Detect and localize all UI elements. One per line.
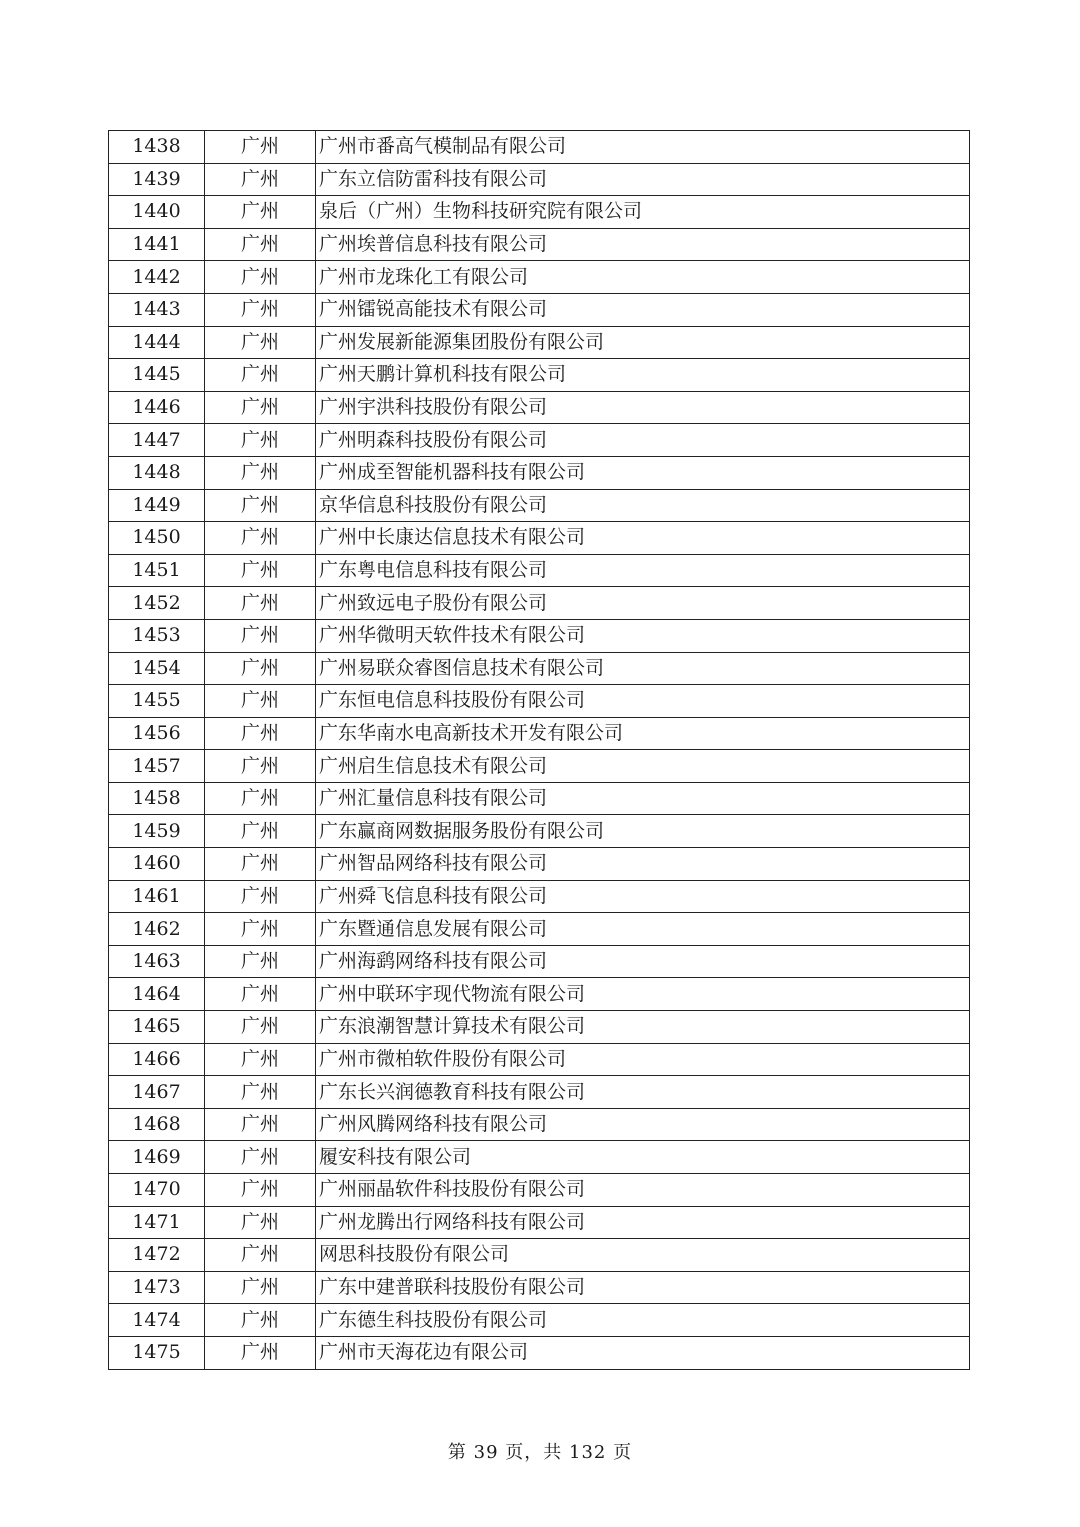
row-company-name: 广州明森科技股份有限公司: [316, 424, 970, 457]
row-number: 1453: [109, 619, 205, 652]
row-company-name: 广州镭锐高能技术有限公司: [316, 293, 970, 326]
row-number: 1447: [109, 424, 205, 457]
table-row: [109, 228, 970, 261]
table-row: [109, 913, 970, 946]
table-body: [109, 131, 970, 1370]
table-row: [109, 1304, 970, 1337]
table-row: [109, 1076, 970, 1109]
row-city: 广州: [205, 750, 316, 783]
table-row: [109, 359, 970, 392]
table-row: [109, 1206, 970, 1239]
table-row: [109, 717, 970, 750]
table-row: [109, 1141, 970, 1174]
row-city: 广州: [205, 326, 316, 359]
row-city: 广州: [205, 1076, 316, 1109]
row-company-name: 广州埃普信息科技有限公司: [316, 228, 970, 261]
row-city: 广州: [205, 522, 316, 555]
row-company-name: 广州风腾网络科技有限公司: [316, 1108, 970, 1141]
row-city: 广州: [205, 782, 316, 815]
row-company-name: 广东中建普联科技股份有限公司: [316, 1271, 970, 1304]
row-number: 1450: [109, 522, 205, 555]
row-company-name: 广东华南水电高新技术开发有限公司: [316, 717, 970, 750]
page-footer: 第 39 页，共 132 页: [447, 1442, 633, 1463]
row-city: 广州: [205, 163, 316, 196]
row-city: 广州: [205, 619, 316, 652]
row-city: 广州: [205, 717, 316, 750]
row-city: 广州: [205, 1011, 316, 1044]
row-number: 1472: [109, 1239, 205, 1272]
row-city: 广州: [205, 945, 316, 978]
row-company-name: 广州市微柏软件股份有限公司: [316, 1043, 970, 1076]
row-city: 广州: [205, 554, 316, 587]
table-row: [109, 945, 970, 978]
row-city: 广州: [205, 424, 316, 457]
row-number: 1443: [109, 293, 205, 326]
row-company-name: 广州舜飞信息科技有限公司: [316, 880, 970, 913]
table-row: [109, 1108, 970, 1141]
table-row: [109, 131, 970, 164]
table-row: [109, 489, 970, 522]
row-company-name: 广州市番高气模制品有限公司: [316, 131, 970, 164]
row-city: 广州: [205, 880, 316, 913]
row-city: 广州: [205, 1271, 316, 1304]
table-row: [109, 1011, 970, 1044]
row-city: 广州: [205, 1141, 316, 1174]
row-number: 1446: [109, 391, 205, 424]
table-row: [109, 652, 970, 685]
row-number: 1462: [109, 913, 205, 946]
row-company-name: 广东暨通信息发展有限公司: [316, 913, 970, 946]
table-row: [109, 196, 970, 229]
row-number: 1474: [109, 1304, 205, 1337]
row-number: 1448: [109, 456, 205, 489]
row-number: 1459: [109, 815, 205, 848]
row-company-name: 广州海鹞网络科技有限公司: [316, 945, 970, 978]
row-company-name: 广东立信防雷科技有限公司: [316, 163, 970, 196]
row-number: 1455: [109, 685, 205, 718]
row-company-name: 广东德生科技股份有限公司: [316, 1304, 970, 1337]
row-number: 1457: [109, 750, 205, 783]
row-company-name: 广东长兴润德教育科技有限公司: [316, 1076, 970, 1109]
row-number: 1444: [109, 326, 205, 359]
table-row: [109, 782, 970, 815]
table-row: [109, 1271, 970, 1304]
row-number: 1463: [109, 945, 205, 978]
row-company-name: 广东浪潮智慧计算技术有限公司: [316, 1011, 970, 1044]
row-company-name: 广州华微明天软件技术有限公司: [316, 619, 970, 652]
row-number: 1468: [109, 1108, 205, 1141]
row-city: 广州: [205, 913, 316, 946]
table-row: [109, 1043, 970, 1076]
table-row: [109, 1239, 970, 1272]
row-city: 广州: [205, 131, 316, 164]
row-number: 1469: [109, 1141, 205, 1174]
table-row: [109, 163, 970, 196]
row-company-name: 广东粤电信息科技有限公司: [316, 554, 970, 587]
table-row: [109, 424, 970, 457]
row-number: 1441: [109, 228, 205, 261]
row-company-name: 广东恒电信息科技股份有限公司: [316, 685, 970, 718]
table-row: [109, 456, 970, 489]
row-number: 1471: [109, 1206, 205, 1239]
row-number: 1445: [109, 359, 205, 392]
row-number: 1458: [109, 782, 205, 815]
row-company-name: 广州中长康达信息技术有限公司: [316, 522, 970, 555]
row-city: 广州: [205, 456, 316, 489]
row-company-name: 广州宇洪科技股份有限公司: [316, 391, 970, 424]
row-company-name: 京华信息科技股份有限公司: [316, 489, 970, 522]
row-company-name: 履安科技有限公司: [316, 1141, 970, 1174]
row-number: 1454: [109, 652, 205, 685]
row-city: 广州: [205, 1174, 316, 1207]
row-city: 广州: [205, 587, 316, 620]
row-company-name: 广州启生信息技术有限公司: [316, 750, 970, 783]
row-number: 1456: [109, 717, 205, 750]
row-number: 1470: [109, 1174, 205, 1207]
row-city: 广州: [205, 1239, 316, 1272]
row-city: 广州: [205, 1304, 316, 1337]
table-row: [109, 391, 970, 424]
row-city: 广州: [205, 1206, 316, 1239]
row-number: 1451: [109, 554, 205, 587]
row-company-name: 网思科技股份有限公司: [316, 1239, 970, 1272]
row-number: 1466: [109, 1043, 205, 1076]
row-company-name: 广州丽晶软件科技股份有限公司: [316, 1174, 970, 1207]
row-city: 广州: [205, 685, 316, 718]
row-company-name: 广州易联众睿图信息技术有限公司: [316, 652, 970, 685]
row-company-name: 广州中联环宇现代物流有限公司: [316, 978, 970, 1011]
row-city: 广州: [205, 261, 316, 294]
row-city: 广州: [205, 391, 316, 424]
table-row: [109, 261, 970, 294]
row-number: 1442: [109, 261, 205, 294]
table-row: [109, 848, 970, 881]
table-row: [109, 880, 970, 913]
row-company-name: 广州成至智能机器科技有限公司: [316, 456, 970, 489]
table-row: [109, 1336, 970, 1369]
row-company-name: 广州致远电子股份有限公司: [316, 587, 970, 620]
row-number: 1465: [109, 1011, 205, 1044]
row-number: 1473: [109, 1271, 205, 1304]
table-row: [109, 1174, 970, 1207]
table-row: [109, 554, 970, 587]
company-table: [108, 130, 970, 1370]
row-company-name: 泉后（广州）生物科技研究院有限公司: [316, 196, 970, 229]
row-company-name: 广州发展新能源集团股份有限公司: [316, 326, 970, 359]
row-city: 广州: [205, 228, 316, 261]
row-number: 1439: [109, 163, 205, 196]
row-city: 广州: [205, 489, 316, 522]
row-company-name: 广州市龙珠化工有限公司: [316, 261, 970, 294]
row-city: 广州: [205, 978, 316, 1011]
table-row: [109, 326, 970, 359]
table-row: [109, 587, 970, 620]
row-company-name: 广州龙腾出行网络科技有限公司: [316, 1206, 970, 1239]
row-city: 广州: [205, 293, 316, 326]
row-city: 广州: [205, 1108, 316, 1141]
row-city: 广州: [205, 1336, 316, 1369]
row-number: 1464: [109, 978, 205, 1011]
row-company-name: 广州汇量信息科技有限公司: [316, 782, 970, 815]
row-city: 广州: [205, 196, 316, 229]
row-number: 1440: [109, 196, 205, 229]
row-number: 1449: [109, 489, 205, 522]
table-row: [109, 685, 970, 718]
table-row: [109, 293, 970, 326]
row-city: 广州: [205, 815, 316, 848]
row-city: 广州: [205, 848, 316, 881]
row-company-name: 广东赢商网数据服务股份有限公司: [316, 815, 970, 848]
table-row: [109, 978, 970, 1011]
row-city: 广州: [205, 359, 316, 392]
row-number: 1467: [109, 1076, 205, 1109]
row-number: 1475: [109, 1336, 205, 1369]
row-number: 1460: [109, 848, 205, 881]
table-row: [109, 619, 970, 652]
table-row: [109, 522, 970, 555]
row-company-name: 广州天鹏计算机科技有限公司: [316, 359, 970, 392]
row-company-name: 广州市天海花边有限公司: [316, 1336, 970, 1369]
table-row: [109, 750, 970, 783]
row-company-name: 广州智品网络科技有限公司: [316, 848, 970, 881]
table-row: [109, 815, 970, 848]
row-number: 1438: [109, 131, 205, 164]
row-city: 广州: [205, 1043, 316, 1076]
row-number: 1452: [109, 587, 205, 620]
row-number: 1461: [109, 880, 205, 913]
row-city: 广州: [205, 652, 316, 685]
